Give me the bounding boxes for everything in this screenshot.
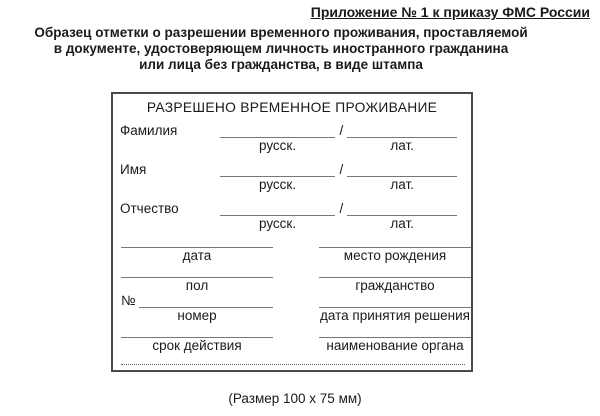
caption-birthplace: место рождения <box>343 248 447 263</box>
caption-citizenship: гражданство <box>355 278 435 293</box>
caption-number: номер <box>177 308 217 323</box>
stamp-size-note: (Размер 100 x 75 мм) <box>228 391 362 406</box>
caption-authority: наименование органа <box>326 338 464 353</box>
name-row-patronymic <box>113 196 471 216</box>
caption-row-patronymic <box>113 216 471 235</box>
field-label-patronymic: Отчество <box>120 201 179 216</box>
field-row-sex-citizenship <box>113 265 471 295</box>
field-section <box>113 235 471 355</box>
document-title-line-1: Образец отметки о разрешении временного проживания, проставляемой <box>34 25 528 40</box>
column-gap <box>273 325 319 355</box>
fill-line-wrap <box>121 295 273 308</box>
appendix-label: Приложение № 1 к приказу ФМС России <box>310 4 590 20</box>
document-title-line-3: или лица без гражданства, в виде штампа <box>139 57 423 72</box>
signature-line <box>121 364 465 365</box>
caption-row-firstname <box>113 177 471 196</box>
field-date <box>121 235 273 265</box>
caption-sex: пол <box>185 278 209 293</box>
field-row-validity-authority <box>113 325 471 355</box>
fill-line-firstname-latin <box>347 162 457 177</box>
separator-slash: / <box>339 162 344 177</box>
document-title-line-2: в документе, удостоверяющем личность иностранного гражданина <box>53 41 509 56</box>
column-gap <box>273 235 319 265</box>
stamp-box <box>111 92 473 372</box>
field-sex <box>121 265 273 295</box>
field-label-firstname: Имя <box>120 162 147 177</box>
field-validity <box>121 325 273 355</box>
fill-line-wrap <box>121 325 273 338</box>
field-row-date-birthplace <box>113 235 471 265</box>
fill-line-surname-latin <box>347 123 457 138</box>
caption-decision-date: дата принятия решения <box>320 308 470 323</box>
name-row-firstname <box>113 157 471 177</box>
caption-russian: русск. <box>258 138 297 153</box>
caption-latin: лат. <box>390 177 414 192</box>
field-citizenship <box>319 265 471 295</box>
fill-line-patronymic-latin <box>347 201 457 216</box>
fill-line-wrap <box>121 265 273 278</box>
column-gap <box>273 295 319 325</box>
caption-russian: русск. <box>258 177 297 192</box>
fill-line-wrap <box>319 295 471 308</box>
column-gap <box>273 265 319 295</box>
caption-latin: лат. <box>390 216 414 231</box>
separator-slash: / <box>339 123 344 138</box>
caption-date: дата <box>182 248 212 263</box>
caption-row-surname <box>113 138 471 157</box>
fill-line-surname-russian <box>220 123 336 138</box>
field-number <box>121 295 273 325</box>
separator-slash: / <box>339 201 344 216</box>
caption-latin: лат. <box>390 138 414 153</box>
caption-russian: русск. <box>258 216 297 231</box>
field-birthplace <box>319 235 471 265</box>
field-decision-date <box>319 295 471 325</box>
name-row-surname <box>113 118 471 138</box>
fill-line-wrap <box>319 325 471 338</box>
number-sign-prefix: № <box>121 293 136 308</box>
field-label-surname: Фамилия <box>120 123 178 138</box>
fill-line-firstname-russian <box>220 162 336 177</box>
fill-line-wrap <box>121 235 273 248</box>
field-row-number-decisiondate <box>113 295 471 325</box>
document-title <box>0 25 562 73</box>
caption-validity: срок действия <box>152 338 242 353</box>
fill-line-patronymic-russian <box>220 201 336 216</box>
field-authority <box>319 325 471 355</box>
stamp-title: РАЗРЕШЕНО ВРЕМЕННОЕ ПРОЖИВАНИЕ <box>146 100 438 115</box>
fill-line-wrap <box>319 235 471 248</box>
fill-line-wrap <box>319 265 471 278</box>
